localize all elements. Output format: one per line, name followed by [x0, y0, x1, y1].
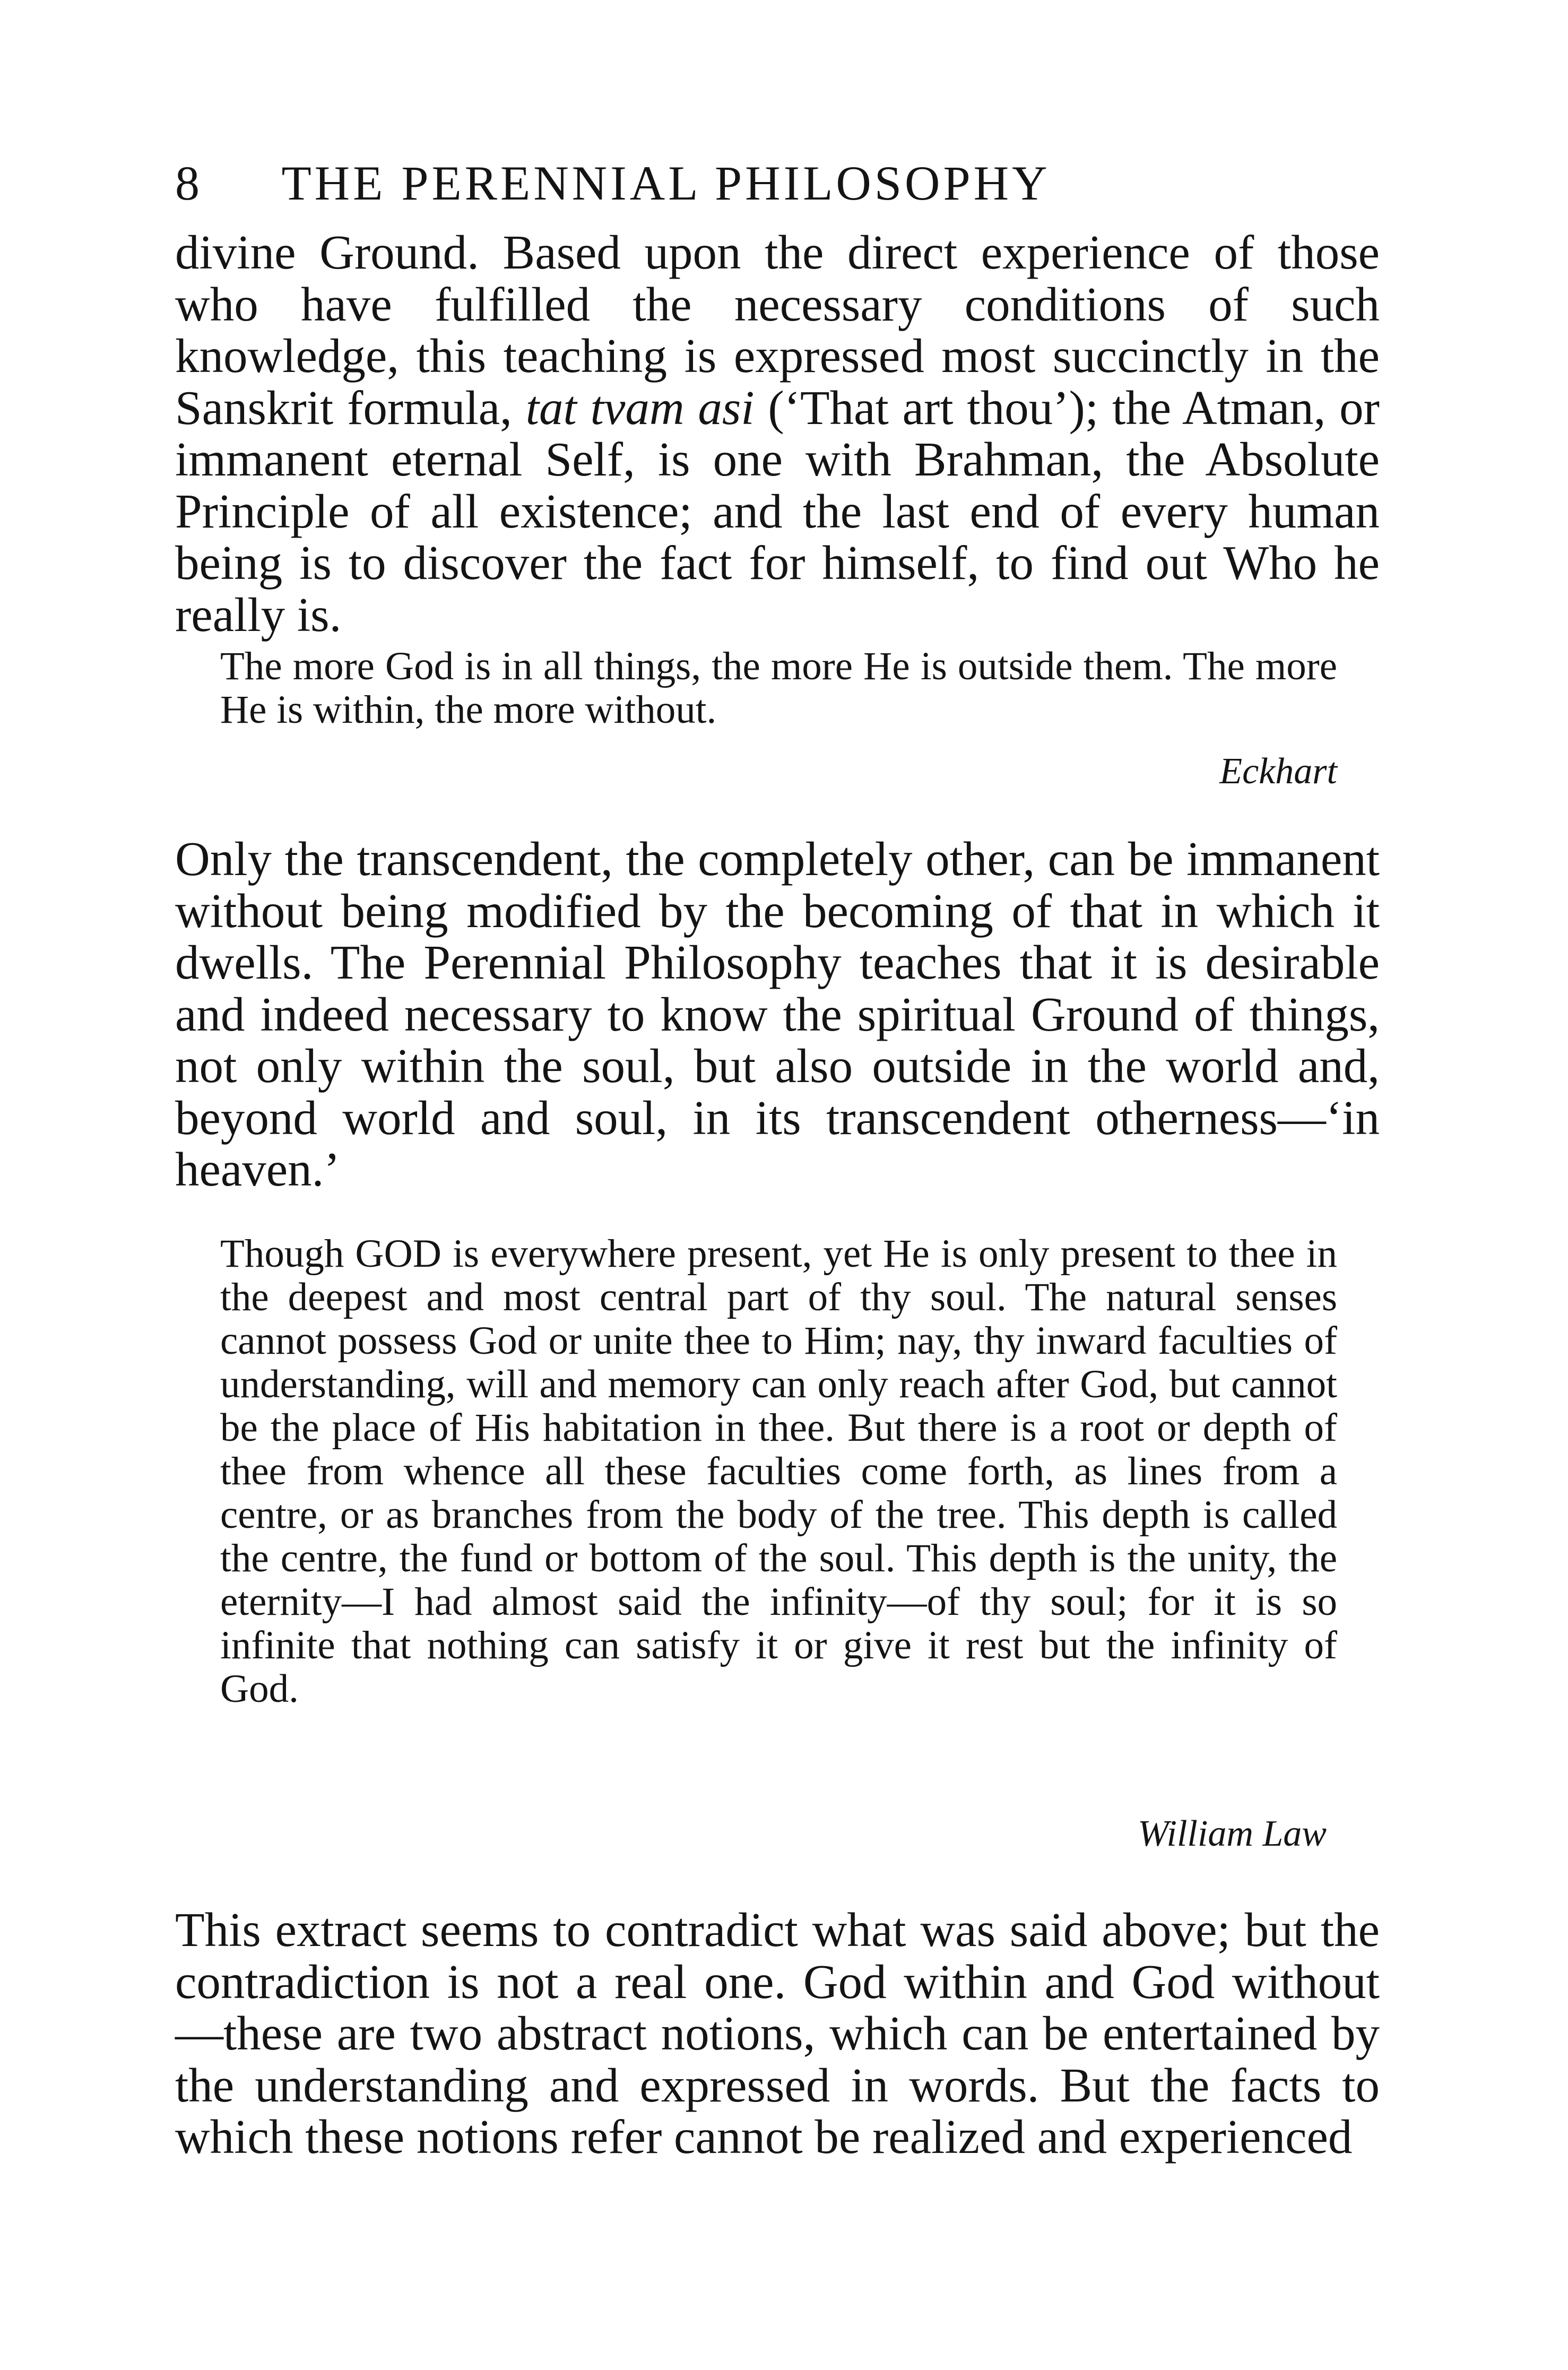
paragraph-1-text-start: divine Ground. Based upon the direct experience of those who have fulfilled the necessary conditions of such knowledge, this teaching is expressed most succinctly in the Sanskrit formula, — [175, 226, 1380, 435]
attribution-eckhart: Eckhart — [1219, 751, 1337, 792]
body-paragraph-2: Only the transcendent, the completely other, can be immanent without being modified by the becoming of that in which it dwells. The Perennial Philosophy teaches that it is desirable and indeed necessary to know the spiritual Ground of things, not only within the soul, but also outside in the world and, beyond world and soul, in its transcendent otherness—‘in heaven.’ — [175, 832, 1380, 1196]
quote-eckhart: The more God is in all things, the more He is outside them. The more He is within, the more without. — [220, 644, 1337, 732]
running-title: THE PERENNIAL PHILOSOPHY — [281, 156, 1051, 210]
page-number: 8 — [175, 156, 203, 210]
quote-william-law: Though GOD is everywhere present, yet He is only present to thee in the deepest and most central part of thy soul. The natural senses cannot possess God or unite thee to Him; nay, thy inward faculties of understanding, will and memory can only reach after God, but cannot be the place of His habitation in thee. But there is a root or depth of thee from whence all these faculties come forth, as lines from a centre, or as branches from the body of the tree. This depth is called the centre, the fund or bottom of the soul. This depth is the unity, the eternity—I had almost said the infinity—of thy soul; for it is so infinite that nothing can satisfy it or give it rest but the infinity of God. — [220, 1232, 1337, 1711]
paragraph-1-text-end: (‘That art thou’); the Atman, or immanent eternal Self, is one with Brahman, the Absolute Principle of all existence; and the last end of every human being is to discover the fact for himself, to find out Who he really is. — [175, 380, 1380, 642]
body-paragraph-1 — [175, 226, 1380, 642]
running-head — [175, 154, 1157, 212]
attribution-william-law: William Law — [1138, 1813, 1327, 1854]
sanskrit-formula: tat tvam asi — [525, 380, 755, 435]
body-paragraph-3: This extract seems to contradict what was said above; but the contradiction is not a real one. God within and God without —these are two abstract notions, which can be entertained by the understanding and expressed in words. But the facts to which these notions refer cannot be realized and experienced — [175, 1903, 1380, 2164]
